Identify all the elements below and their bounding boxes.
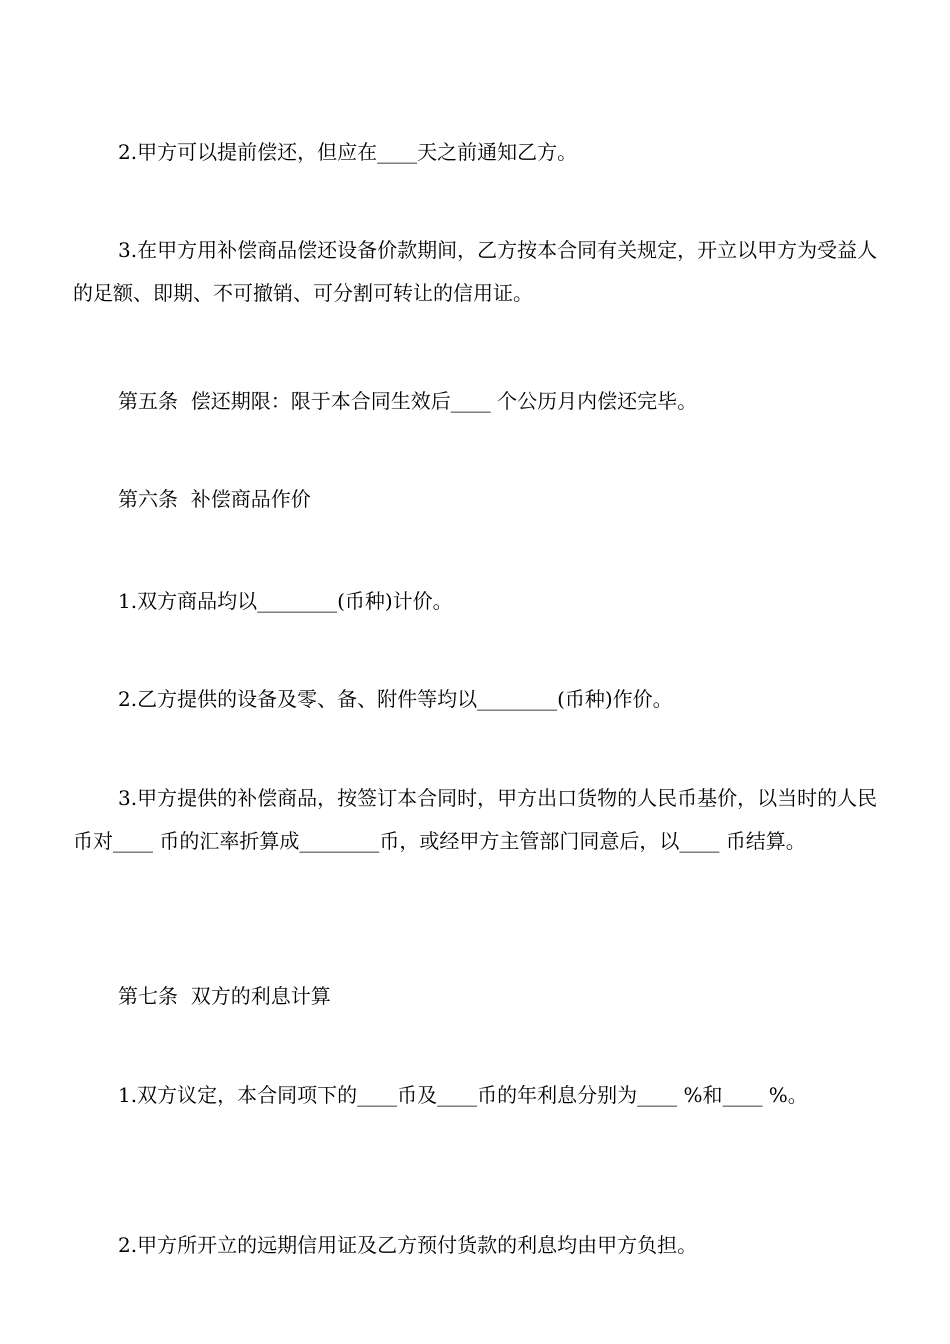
article-5-repayment-period: 第五条 偿还期限：限于本合同生效后____ 个公历月内偿还完毕。 <box>118 389 698 413</box>
clause-paragraph-interest-rates: 1.双方议定，本合同项下的____币及____币的年利息分别为____ %和____ %。 <box>118 1083 808 1107</box>
clause-paragraph-letter-of-credit: 3.在甲方用补偿商品偿还设备价款期间，乙方按本合同有关规定，开立以甲方为受益人的足额、即期、不可撤销、可分割可转让的信用证。 <box>73 238 878 305</box>
clause-paragraph-equipment-pricing: 2.乙方提供的设备及零、备、附件等均以________(币种)作价。 <box>118 687 673 711</box>
clause-paragraph-exchange-rate: 3.甲方提供的补偿商品，按签订本合同时，甲方出口货物的人民币基价，以当时的人民币对____ 币的汇率折算成________币，或经甲方主管部门同意后，以____ 币结算。 <box>73 786 878 853</box>
article-6-heading: 第六条 补偿商品作价 <box>118 487 311 511</box>
clause-paragraph-currency-pricing: 1.双方商品均以________(币种)计价。 <box>118 589 453 613</box>
clause-paragraph-interest-burden: 2.甲方所开立的远期信用证及乙方预付货款的利息均由甲方负担。 <box>118 1233 698 1257</box>
article-7-heading: 第七条 双方的利息计算 <box>118 984 331 1008</box>
clause-paragraph-early-repayment: 2.甲方可以提前偿还，但应在____天之前通知乙方。 <box>118 140 578 164</box>
